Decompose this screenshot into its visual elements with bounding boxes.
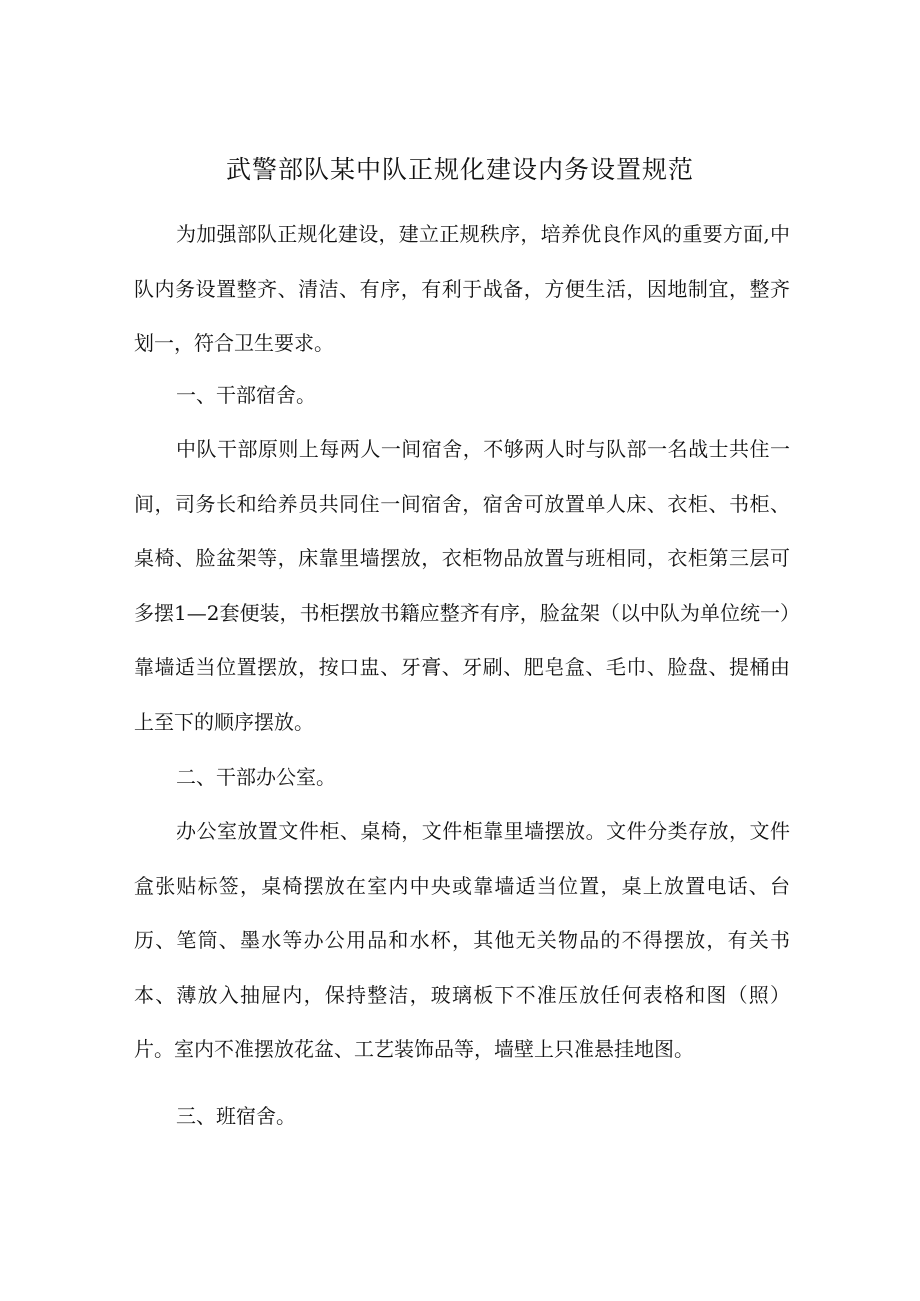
document-title: 武警部队某中队正规化建设内务设置规范 <box>225 155 694 184</box>
section-body-cadre-office: 办公室放置文件柜、桌椅，文件柜靠里墙摆放。文件分类存放，文件盒张贴标签，桌椅摆放在室内中央或靠墙适当位置，桌上放置电话、台历、笔筒、墨水等办公用品和水杯，其他无关物品的不得摆放，有关书本、薄放入抽屉内，保持整洁，玻璃板下不准压放任何表格和图（照）片。室内不准摆放花盆、工艺装饰品等，墙壁上只准悬挂地图。 <box>134 819 790 1061</box>
section-heading-squad-dormitory: 三、班宿舍。 <box>176 1104 296 1128</box>
section-body-cadre-dormitory: 中队干部原则上每两人一间宿舍，不够两人时与队部一名战士共住一间，司务长和给养员共同住一间宿舍，宿舍可放置单人床、衣柜、书柜、桌椅、脸盆架等，床靠里墙摆放，衣柜物品放置与班相同，衣柜第三层可多摆1—2套便装，书柜摆放书籍应整齐有序，脸盆架（以中队为单位统一）靠墙适当位置摆放，按口盅、牙膏、牙刷、肥皂盒、毛巾、脸盘、提桶由上至下的顺序摆放。 <box>134 437 790 734</box>
section-heading-cadre-dormitory: 一、干部宿舍。 <box>176 383 316 407</box>
intro-paragraph: 为加强部队正规化建设，建立正规秩序，培养优良作风的重要方面,中队内务设置整齐、清洁、有序，有利于战备，方便生活，因地制宜，整齐划一，符合卫生要求。 <box>134 222 790 355</box>
section-heading-cadre-office: 二、干部办公室。 <box>176 765 336 789</box>
